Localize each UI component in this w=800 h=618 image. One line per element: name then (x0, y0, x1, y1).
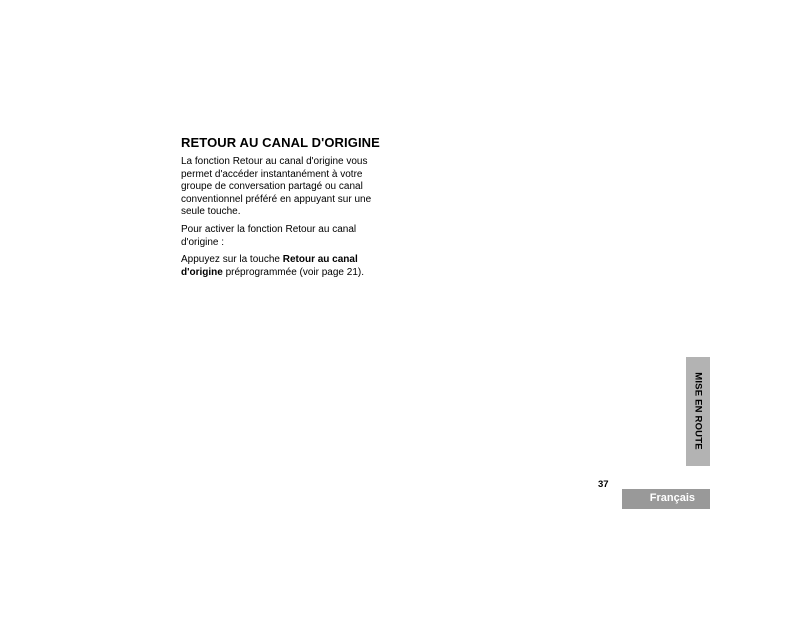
instruction-paragraph (181, 254, 386, 279)
button-name-part2: d'origine (181, 266, 223, 278)
activate-paragraph (181, 224, 386, 249)
chapter-label: MISE EN ROUTE (692, 372, 704, 450)
section-title: RETOUR AU CANAL D'ORIGINE (181, 135, 380, 150)
intro-line: La fonction Retour au canal d'origine vous (181, 156, 368, 167)
language-label: Français (649, 492, 695, 504)
instruction-prefix: Appuyez sur la touche (181, 254, 283, 266)
intro-paragraph (181, 156, 386, 219)
intro-line: groupe de conversation partagé ou canal (181, 181, 363, 193)
language-tab (622, 489, 710, 509)
intro-line: permet d'accéder instantanément à votre (181, 168, 363, 180)
intro-line: conventionnel préféré en appuyant sur une (181, 193, 372, 205)
activate-line: Pour activer la fonction Retour au canal (181, 223, 357, 235)
instruction-suffix: préprogrammée (voir page 21). (222, 266, 365, 278)
activate-line: d'origine : (181, 236, 225, 248)
intro-line: seule touche. (181, 206, 241, 218)
chapter-side-tab (686, 357, 710, 466)
section-body (181, 156, 386, 284)
page-number: 37 (598, 479, 609, 490)
button-name-part1: Retour au canal (282, 254, 358, 266)
